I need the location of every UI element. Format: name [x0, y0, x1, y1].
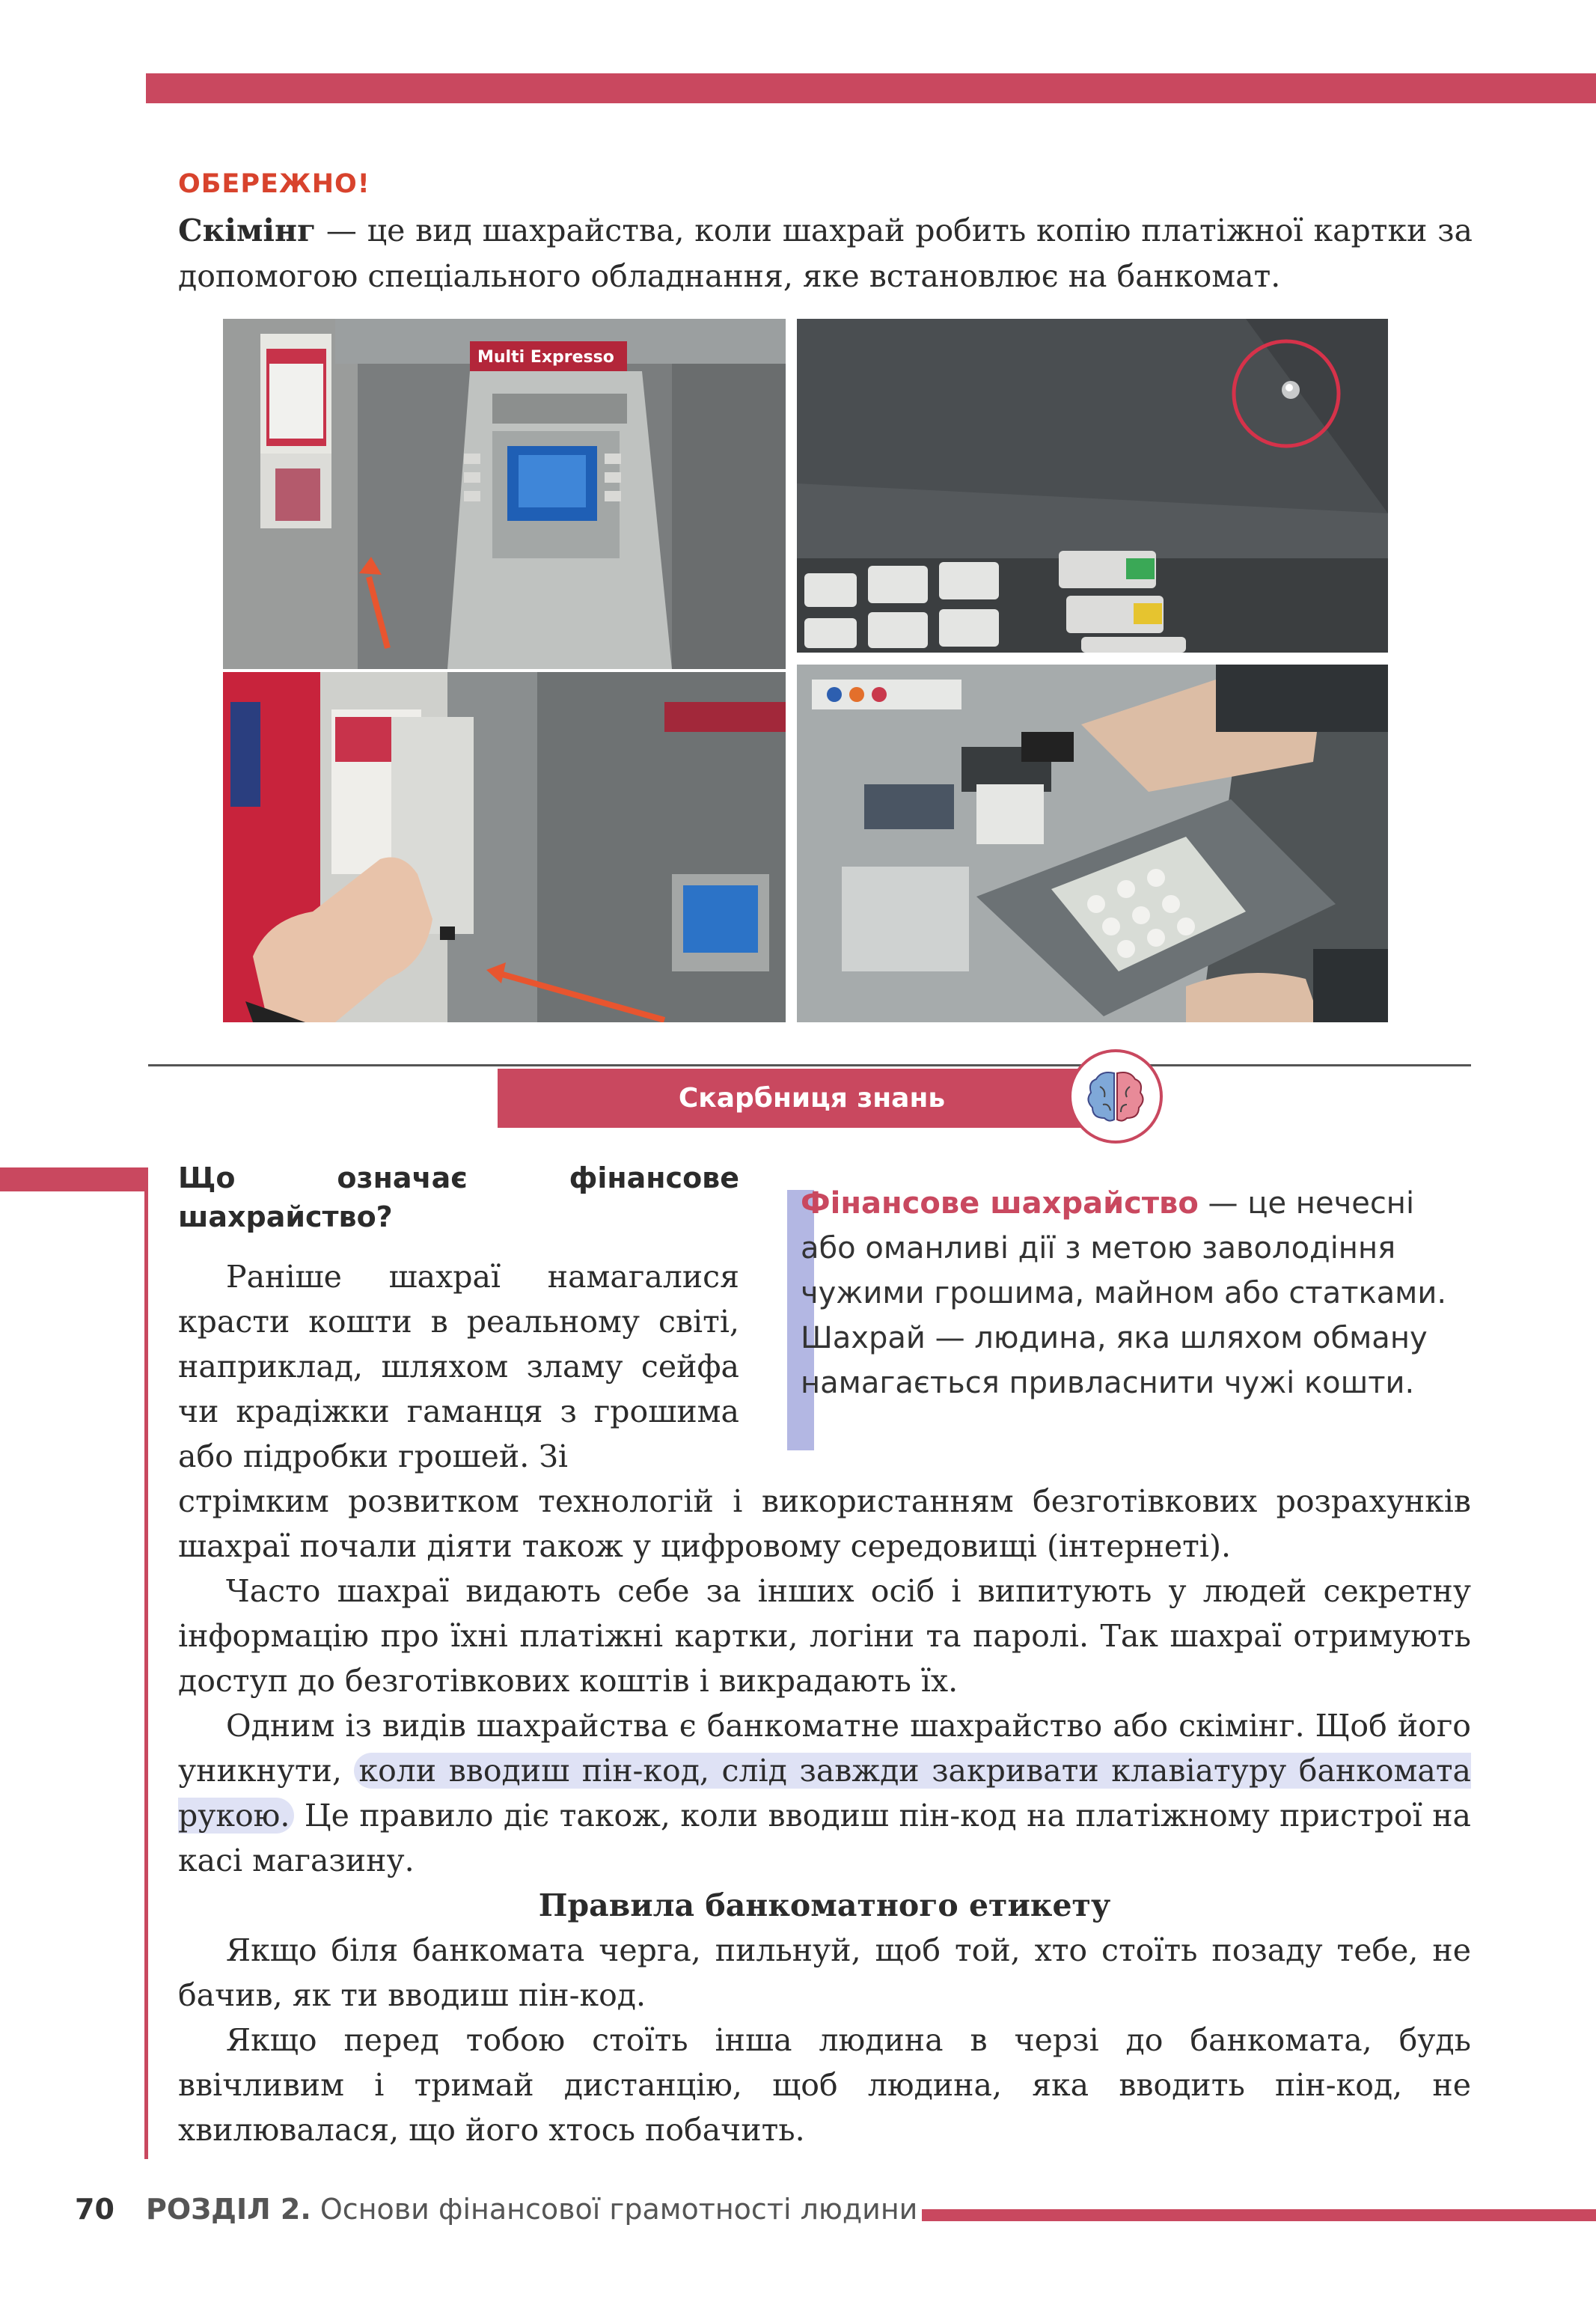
footer-section-title: Основи фінансової грамотності людини	[311, 2193, 918, 2226]
photo-hidden-camera	[797, 319, 1388, 653]
paragraph-3-start: Одним із видів шахрайства є банкоматне шахрайство або скімінг. Щоб його уникнути,	[178, 1708, 1471, 1789]
top-accent-bar	[146, 73, 1596, 103]
warning-label: ОБЕРЕЖНО!	[178, 169, 370, 199]
atm-label: Multi Expresso	[477, 348, 614, 367]
question-heading: Що означає фінансове шахрайство?	[178, 1161, 739, 1233]
highlighted-tip: коли вводиш пін-код, слід завжди закривати клавіатуру банкомата рукою.	[178, 1753, 1471, 1834]
page-number: 70	[75, 2193, 114, 2226]
side-accent-band	[0, 1167, 148, 1191]
footer-section-number: РОЗДІЛ 2.	[146, 2193, 311, 2226]
footer-accent-bar	[922, 2209, 1596, 2221]
brain-icon	[1068, 1049, 1163, 1144]
knowledge-banner-title: Скарбниця знань	[678, 1083, 946, 1114]
paragraph-1-continued: стрімким розвитком технологій і використанням безготівкових розрахунків шахраї почали діяти також у цифровому середовищі (інтернеті).	[178, 1483, 1471, 1564]
paragraph-2: Часто шахраї видають себе за інших осіб і випитують у людей секретну інформацію про їхні платіжні картки, логіни та паролі. Так шахраї отримують доступ до безготівкових коштів і викрадають їх.	[178, 1573, 1471, 1699]
side-accent-line	[144, 1167, 148, 2159]
warning-definition: — це вид шахрайства, коли шахрай робить копію платіжної картки за допомогою спеціального обладнання, яке встановлює на банкомат.	[178, 213, 1473, 294]
photo-atm-brochure-holder	[223, 319, 786, 669]
paragraph-3-end: Це правило діє також, коли вводиш пін-код на платіжному пристрої на касі магазину.	[178, 1798, 1471, 1878]
callout-text: — це нечесні або оманливі дії з метою заволодіння чужими грошима, майном або статками. Шахрай — людина, яка шляхом обману намагається привласнити чужі кошти.	[801, 1186, 1447, 1400]
rules-heading: Правила банкоматного етикету	[538, 1887, 1111, 1923]
paragraph-5: Якщо перед тобою стоїть інша людина в черзі до банкомата, будь ввічливим і тримай дистанцію, щоб людина, яка вводить пін-код, не хвилювалася, що його хтось побачить.	[178, 2022, 1471, 2148]
paragraph-3	[178, 1703, 1471, 1883]
callout-term: Фінансове шахрайство	[801, 1186, 1199, 1221]
footer-section	[146, 2193, 917, 2226]
paragraph-4: Якщо біля банкомата черга, пильнуй, щоб той, хто стоїть позаду тебе, не бачив, як ти вводиш пін-код.	[178, 1932, 1471, 2013]
section-divider	[148, 1064, 1471, 1066]
paragraph-1-left: Раніше шахраї намагалися красти кошти в реальному світі, наприклад, шляхом зламу сейфа чи крадіжки гаманця з грошима або підробки грошей. Зі	[178, 1259, 739, 1474]
photo-fake-keypad-overlay	[797, 665, 1388, 1022]
body-text	[178, 1479, 1471, 2152]
warning-text	[178, 208, 1473, 299]
warning-term: Скімінг	[178, 213, 317, 248]
photo-hand-brochure-holder	[223, 672, 786, 1022]
definition-callout	[801, 1181, 1468, 1405]
